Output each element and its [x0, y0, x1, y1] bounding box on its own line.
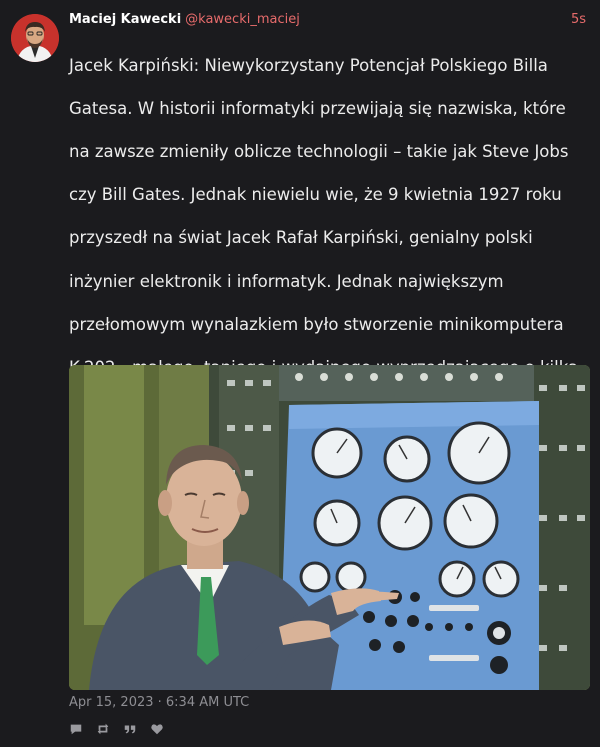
post-header	[69, 10, 586, 30]
post-text-line: przyszedł na świat Jacek Rafał Karpiński, genialny polski	[69, 228, 533, 248]
post-timestamp[interactable]: Apr 15, 2023 · 6:34 AM UTC	[69, 695, 250, 710]
heart-icon	[150, 722, 164, 736]
comment-icon	[69, 722, 83, 736]
avatar[interactable]	[11, 14, 59, 62]
user-handle[interactable]: @kawecki_maciej	[185, 12, 300, 27]
retweet-button[interactable]	[96, 722, 110, 736]
display-name[interactable]: Maciej Kawecki	[69, 12, 182, 27]
quote-button[interactable]	[123, 722, 137, 736]
post-text-line: Jacek Karpiński: Niewykorzystany Potencjał Polskiego Billa	[69, 55, 548, 75]
post-text-line: na zawsze zmieniły oblicze technologii – takie jak Steve Jobs	[69, 141, 569, 161]
post-text-line: czy Bill Gates. Jednak niewielu wie, że 9 kwietnia 1927 roku	[69, 185, 562, 205]
action-bar	[69, 720, 164, 738]
retweet-icon	[96, 722, 110, 736]
post-text-line: Gatesa. W historii informatyki przewijają się nazwiska, które	[69, 98, 566, 118]
like-button[interactable]	[150, 722, 164, 736]
relative-time[interactable]: 5s	[570, 12, 586, 27]
post-text-line: przełomowym wynalazkiem było stworzenie minikomputera	[69, 314, 564, 334]
user-avatar-icon	[11, 14, 59, 62]
quote-icon	[123, 722, 137, 736]
reply-button[interactable]	[69, 722, 83, 736]
karpinski-photo	[69, 365, 590, 690]
post-image[interactable]	[69, 365, 590, 690]
post-text-line: inżynier elektronik i informatyk. Jednak największym	[69, 271, 504, 291]
